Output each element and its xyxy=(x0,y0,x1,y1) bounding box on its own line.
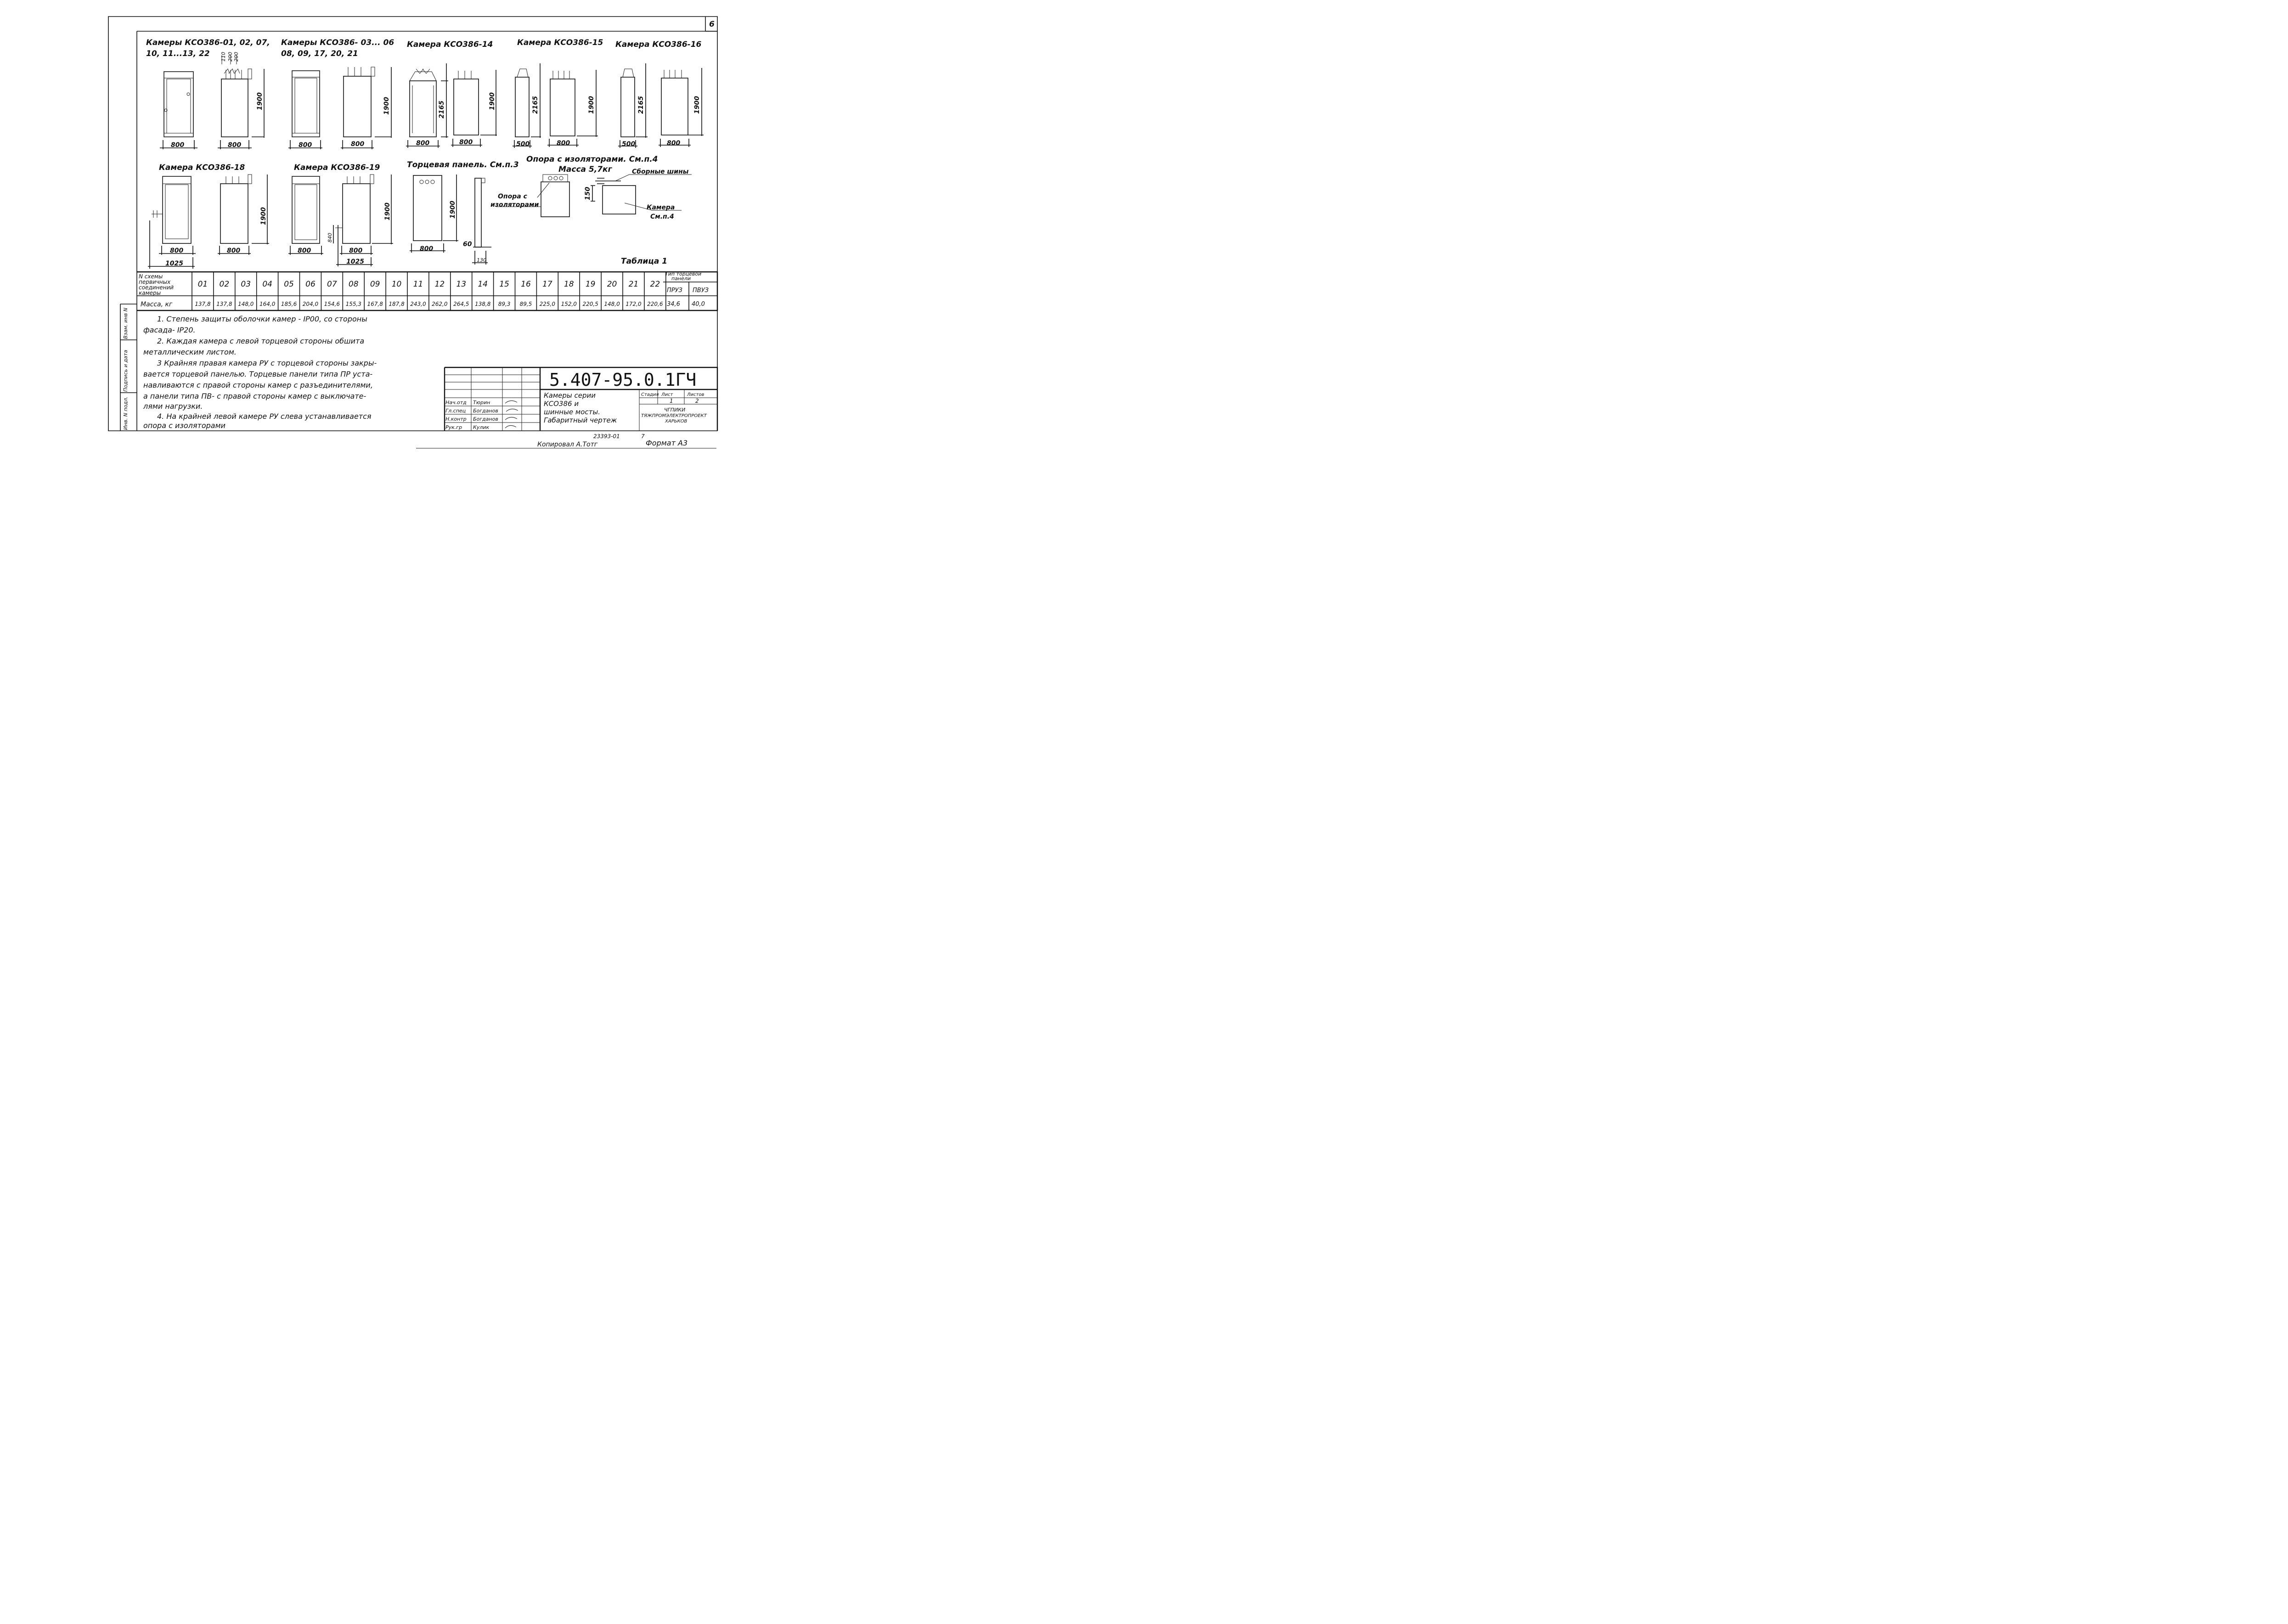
scheme-number: 19 xyxy=(585,280,596,289)
panel-type-header: Тип торцевой панели xyxy=(665,271,702,282)
mass-value: 220,6 xyxy=(647,301,663,307)
copy-number: 23393-01 xyxy=(593,433,620,440)
mass-value: 154,6 xyxy=(324,301,340,307)
mass-value: 89,3 xyxy=(498,301,511,307)
stamp-title-3: шинные мосты. xyxy=(544,408,601,416)
dim-side-width: 800 xyxy=(459,139,473,146)
dim-thickness: 130 xyxy=(477,257,486,263)
end-panel-title: Торцевая панель. См.п.3 xyxy=(407,160,519,169)
role-3: Н.контр xyxy=(445,416,467,422)
scheme-number: 17 xyxy=(542,280,552,289)
camera-ksо386-15 xyxy=(513,38,603,148)
dim-top-1: 110 xyxy=(220,52,226,62)
name-3: Богданов xyxy=(473,416,498,422)
camera-title-line2: 08, 09, 17, 20, 21 xyxy=(281,49,358,58)
mass-value: 148,0 xyxy=(238,301,254,307)
scheme-number: 20 xyxy=(607,280,617,289)
dim-height: 1900 xyxy=(449,201,456,219)
mass-value: 155,3 xyxy=(345,301,361,307)
camera-ksо386-16 xyxy=(615,40,704,148)
dim-offset: 840 xyxy=(327,233,333,242)
mass-value: 148,0 xyxy=(604,301,620,307)
sheets-value: 2 xyxy=(695,398,699,404)
scheme-number: 08 xyxy=(348,280,359,289)
support-label-2: изоляторами xyxy=(490,201,539,209)
camera-ksо386-14 xyxy=(406,40,497,148)
note-line: 2. Каждая камера с левой торцевой стороны обшита xyxy=(157,337,365,345)
role-4: Рук.гр xyxy=(445,424,462,430)
note-line: вается торцевой панелью. Торцевые панели типа ПР уста- xyxy=(143,370,373,378)
note-line: 3 Крайняя правая камера РУ с торцевой стороны закры- xyxy=(157,359,377,367)
dim-width: 500 xyxy=(622,141,636,148)
dim-height: 2165 xyxy=(532,96,539,114)
dim-width: 500 xyxy=(516,141,530,148)
scheme-number: 18 xyxy=(564,280,574,289)
mass-value: 167,8 xyxy=(367,301,383,307)
dim-top-3: 200 xyxy=(233,52,239,62)
scheme-number: 16 xyxy=(521,280,531,289)
dim-side-width: 800 xyxy=(349,247,363,254)
mass-value: 264,5 xyxy=(453,301,469,307)
scheme-number: 09 xyxy=(370,280,380,289)
note-line: навливаются с правой стороны камер с разъединителями, xyxy=(143,381,373,389)
camera-title: Камеры КСО386-01, 02, 07, xyxy=(146,38,270,47)
dim-side-width: 800 xyxy=(228,141,242,149)
org-line-3: ХАРЬКОВ xyxy=(665,419,688,424)
role-1: Нач.отд xyxy=(445,400,467,406)
dim-depth: 60 xyxy=(463,241,472,248)
mass-value: 262,0 xyxy=(432,301,448,307)
sheet-frame xyxy=(108,17,717,431)
note-line: 1. Степень защиты оболочки камер - IP00, со стороны xyxy=(157,315,367,323)
panel-type-1: ПРУЗ xyxy=(667,287,682,294)
support-label: Опора с xyxy=(498,193,527,200)
scheme-number: 10 xyxy=(391,280,402,289)
side-label-replace: Взам. инв N xyxy=(123,308,129,339)
dim-height: 1900 xyxy=(383,97,390,115)
note-line: фасада- IP20. xyxy=(143,326,196,334)
mass-value: 164,0 xyxy=(259,301,276,307)
mass-table xyxy=(137,257,717,310)
mass-value: 89,5 xyxy=(519,301,532,307)
stage-header: Стадия xyxy=(641,392,659,397)
mass-value: 137,8 xyxy=(195,301,211,307)
mass-value: 243,0 xyxy=(410,301,426,307)
scheme-number: 21 xyxy=(628,280,639,289)
mass-value: 172,0 xyxy=(626,301,642,307)
scheme-number: 06 xyxy=(305,280,316,289)
dim-side-width: 800 xyxy=(557,140,570,147)
panel-type-2: ПВУЗ xyxy=(693,287,709,294)
side-label-inventory: Инв. N подл. xyxy=(123,396,129,430)
note-line: опора с изоляторами xyxy=(143,421,226,430)
camera-title: Камера КСО386-19 xyxy=(294,163,380,172)
dim-width: 800 xyxy=(170,247,184,254)
scheme-number: 14 xyxy=(478,280,488,289)
dim-width: 800 xyxy=(299,141,312,149)
dim-height: 1900 xyxy=(256,92,264,110)
notes xyxy=(143,315,377,430)
note-line: металлическим листом. xyxy=(143,348,237,356)
dim-width: 800 xyxy=(420,245,434,253)
end-panel xyxy=(407,160,519,265)
camera-title: Камера КСО386-14 xyxy=(407,40,493,49)
camera-title: Камера КСО386-16 xyxy=(615,40,702,49)
dim-width: 800 xyxy=(298,247,311,254)
support-mass: Масса 5,7кг xyxy=(558,165,612,174)
sheet-value: 1 xyxy=(670,398,673,404)
camera-title: Камеры КСО386- 03... 06 xyxy=(281,38,394,47)
mass-label: Масса, кг xyxy=(141,301,173,308)
camera-ksо386-19 xyxy=(288,163,393,266)
name-4: Кулик xyxy=(473,424,490,430)
dim-height: 2165 xyxy=(637,96,645,114)
camera-title: Камера КСО386-18 xyxy=(159,163,245,172)
dim-width: 800 xyxy=(416,140,430,147)
camera-title: Камера КСО386-15 xyxy=(517,38,603,47)
dim-width: 800 xyxy=(171,141,185,149)
dim-support-height: 150 xyxy=(584,186,592,200)
mass-value: 204,0 xyxy=(302,301,319,307)
mass-value: 138,8 xyxy=(474,301,491,307)
dim-height: 2165 xyxy=(438,101,445,118)
scheme-number: 03 xyxy=(241,280,251,289)
name-1: Тюрин xyxy=(473,400,490,406)
stamp-title-1: Камеры серии xyxy=(544,391,596,400)
row-header: N схемы первичных соединений камеры xyxy=(139,273,174,296)
scheme-number: 12 xyxy=(434,280,445,289)
org-line-2: ТЯЖПРОМЭЛЕКТРОПРОЕКТ xyxy=(641,413,707,418)
scheme-number: 22 xyxy=(650,280,660,289)
title-block xyxy=(445,367,717,431)
dim-height: 1900 xyxy=(384,203,391,220)
support-title: Опора с изоляторами. См.п.4 xyxy=(526,155,658,164)
camera-ksо386-18 xyxy=(148,163,269,269)
camera-ref-label-2: См.п.4 xyxy=(650,213,674,220)
mass-value: 225,0 xyxy=(539,301,556,307)
note-line: а панели типа ПВ- с правой стороны камер с выключате- xyxy=(143,392,366,400)
mass-value: 137,8 xyxy=(216,301,232,307)
panel-mass-2: 40,0 xyxy=(692,301,705,308)
dim-side-height: 1900 xyxy=(693,96,701,114)
dim-side-width: 800 xyxy=(351,141,365,148)
camera-title-line2: 10, 11...13, 22 xyxy=(146,49,210,58)
dim-top-2: 200 xyxy=(227,52,233,62)
stamp-title-4: Габаритный чертеж xyxy=(544,416,617,424)
dim-overall: 1025 xyxy=(346,258,364,265)
side-label-signature: Подпись и дата xyxy=(123,350,129,392)
scheme-number: 07 xyxy=(327,280,337,289)
note-line: 4. На крайней левой камере РУ слева устанавливается xyxy=(157,412,372,421)
camera-ksо386-03 xyxy=(281,38,394,149)
stamp-title-2: КСО386 и xyxy=(544,400,579,408)
scheme-number: 05 xyxy=(284,280,294,289)
drawing-sheet xyxy=(0,0,720,509)
name-2: Богданов xyxy=(473,408,498,414)
sheet-header: Лист xyxy=(661,392,673,397)
footer xyxy=(416,433,716,448)
scheme-number: 01 xyxy=(197,280,208,289)
role-2: Гл.спец xyxy=(445,408,466,414)
dim-side-width: 800 xyxy=(667,140,681,147)
scheme-number: 13 xyxy=(456,280,467,289)
dim-side-height: 1900 xyxy=(588,96,595,114)
mass-value: 187,8 xyxy=(389,301,405,307)
format-label: Формат А3 xyxy=(646,439,688,447)
bus-label: Сборные шины xyxy=(632,168,689,175)
scheme-number: 04 xyxy=(262,280,272,289)
scheme-number: 15 xyxy=(499,280,509,289)
dim-side-width: 800 xyxy=(227,247,241,254)
scheme-number: 11 xyxy=(413,280,423,289)
dim-height: 1900 xyxy=(260,207,267,225)
copied-by: Копировал А.Тотг xyxy=(537,441,598,448)
sheet-number: 6 xyxy=(709,20,715,29)
mass-value: 185,6 xyxy=(281,301,297,307)
camera-ksо386-01 xyxy=(146,38,270,149)
org-line-1: ЧГПИКИ xyxy=(664,407,686,413)
scheme-number: 02 xyxy=(219,280,230,289)
document-code: 5.407-95.0.1ГЧ xyxy=(549,370,697,390)
note-line: лями нагрузки. xyxy=(143,402,203,411)
dim-overall: 1025 xyxy=(165,260,183,267)
support-with-insulators xyxy=(490,155,692,220)
dim-side-height: 1900 xyxy=(489,92,496,110)
sheets-header: Листов xyxy=(687,392,704,397)
copy-page: 7 xyxy=(641,433,645,440)
table-columns xyxy=(192,272,666,310)
panel-mass-1: 34,6 xyxy=(667,301,680,308)
mass-value: 220,5 xyxy=(582,301,598,307)
mass-value: 152,0 xyxy=(561,301,577,307)
table-caption: Таблица 1 xyxy=(621,257,668,266)
camera-ref-label: Камера xyxy=(647,204,675,211)
